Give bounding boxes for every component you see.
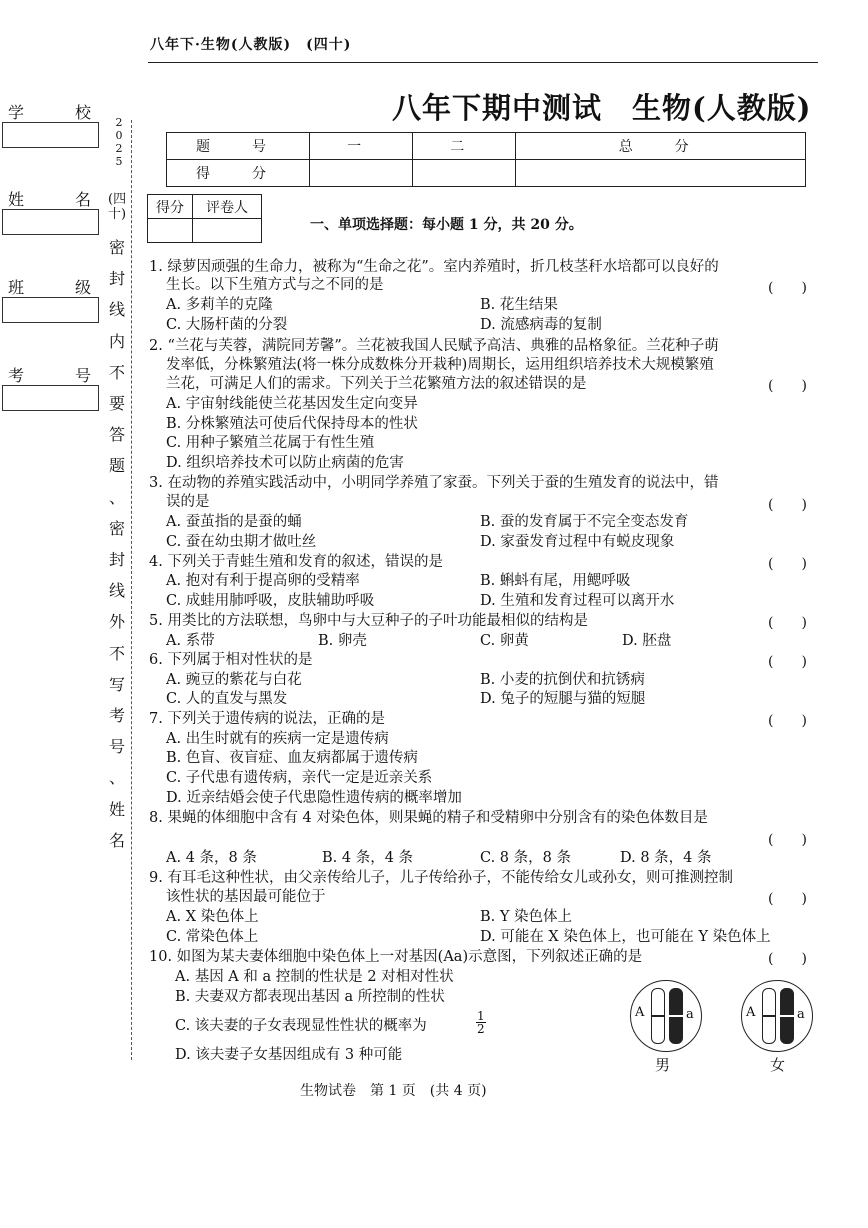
question-stem: 2. “兰花与芙蓉，满院同芳馨”。兰花被我国人民赋予高洁、典雅的品格象征。兰花种子萌 (149, 338, 719, 354)
paper-number: (四十) (108, 192, 127, 222)
question-line: B. 色盲、夜盲症、血友病都属于遗传病 (166, 750, 418, 766)
question-line: B. 4 条，4 条 (322, 850, 414, 866)
seal-char: 姓 (108, 799, 125, 819)
question-line: A. 基因 A 和 a 控制的性状是 2 对相对性状 (175, 969, 454, 985)
chromosome-light (762, 988, 776, 1044)
question-line: B. 小麦的抗倒伏和抗锈病 (480, 672, 645, 688)
question-line: A. 系带 (166, 633, 215, 649)
question-stem: 9. 有耳毛这种性状，由父亲传给儿子，儿子传给孙子，不能传给女儿或孙女，则可推测控制 (149, 870, 733, 886)
seal-char: 写 (108, 674, 125, 694)
male-label: 男 (655, 1056, 671, 1074)
seal-char: 、 (108, 487, 125, 507)
gene-a-label: a (686, 1007, 694, 1022)
question-line: A. 抱对有利于提高卵的受精率 (166, 573, 360, 589)
seal-char: 不 (108, 643, 125, 663)
seal-char: 不 (108, 362, 125, 382)
seal-char: 外 (108, 612, 125, 632)
question-line: C. 人的直发与黑发 (166, 691, 288, 707)
question-line: B. 夫妻双方都表现出基因 a 所控制的性状 (175, 989, 445, 1005)
question-line: D. 该夫妻子女基因组成有 3 种可能 (175, 1047, 403, 1063)
field-label: 校 (74, 103, 91, 122)
answer-blank[interactable]: ( ) (768, 280, 807, 296)
question-line: B. 蚕的发育属于不完全变态发育 (480, 514, 689, 530)
gene-A-label: A (635, 1005, 645, 1020)
seal-char: 线 (108, 300, 125, 320)
score-header-cell: 题 号 (167, 133, 310, 160)
seal-char: 答 (108, 425, 125, 445)
answer-blank[interactable]: ( ) (768, 497, 807, 513)
question-line: A. 出生时就有的疾病一定是遗传病 (166, 731, 389, 747)
question-line: 兰花，可满足人们的需求。下列关于兰花繁殖方法的叙述错误的是 (166, 376, 587, 392)
chromosome-dark (669, 988, 683, 1044)
class-input[interactable] (2, 298, 99, 323)
answer-blank[interactable]: ( ) (768, 951, 807, 967)
exam-no-input[interactable] (2, 386, 99, 411)
seal-char: 名 (108, 830, 125, 850)
school-input[interactable] (2, 123, 99, 148)
seal-dashed-line (131, 120, 132, 1060)
fraction-denominator: 2 (477, 1022, 485, 1036)
question-line: 该性状的基因最可能位于 (166, 889, 326, 905)
field-label: 号 (74, 366, 91, 385)
section-heading: 一、单项选择题：每小题 1 分，共 20 分。 (310, 217, 583, 233)
question-line: C. 卵黄 (480, 633, 529, 649)
header-rule (148, 62, 818, 63)
year-label: 2025 (115, 116, 123, 168)
question-stem: 5. 用类比的方法联想，鸟卵中与大豆种子的子叶功能最相似的结构是 (149, 613, 588, 629)
seal-char: 线 (108, 581, 125, 601)
question-line: 发率低，分株繁殖法(将一株分成数株分开栽种)周期长，运用组织培养技术大规模繁殖 (166, 357, 714, 373)
title-main: 八年下期中测试 (392, 91, 603, 125)
field-label: 姓 (8, 190, 25, 209)
field-label: 名 (74, 190, 91, 209)
question-line: C. 常染色体上 (166, 929, 259, 945)
question-line: C. 用种子繁殖兰花属于有性生殖 (166, 435, 375, 451)
fraction-numerator: 1 (477, 1009, 485, 1023)
question-line: D. 近亲结婚会使子代患隐性遗传病的概率增加 (166, 790, 462, 806)
question-line: C. 子代患有遗传病，亲代一定是近亲关系 (166, 770, 433, 786)
question-line: C. 大肠杆菌的分裂 (166, 317, 288, 333)
school-field[interactable] (2, 100, 99, 150)
seal-char: 号 (108, 737, 125, 757)
fraction-one-half (476, 1010, 486, 1035)
question-line: D. 组织培养技术可以防止病菌的危害 (166, 455, 404, 471)
seal-char: 密 (108, 518, 125, 538)
question-line: D. 可能在 X 染色体上，也可能在 Y 染色体上 (480, 929, 771, 945)
grader-label: 评卷人 (193, 195, 262, 219)
seal-char: 封 (108, 269, 125, 289)
running-header: 八年下·生物(人教版) (四十) (150, 37, 352, 53)
question-stem: 3. 在动物的养殖实践活动中，小明同学养殖了家蚕。下列关于蚕的生殖发育的说法中，错 (149, 475, 719, 491)
seal-char: 、 (108, 768, 125, 788)
seal-chars (108, 232, 126, 856)
female-label: 女 (770, 1056, 786, 1074)
question-stem: 8. 果蝇的体细胞中含有 4 对染色体，则果蝇的精子和受精卵中分别含有的染色体数目是 (149, 810, 708, 826)
question-line: D. 生殖和发育过程可以离开水 (480, 593, 675, 609)
seal-char: 要 (108, 394, 125, 414)
question-line: D. 家蚕发育过程中有蜕皮现象 (480, 534, 675, 550)
seal-char: 密 (108, 238, 125, 257)
question-line: B. Y 染色体上 (480, 909, 573, 925)
score-table (166, 132, 806, 187)
question-stem: 10. 如图为某夫妻体细胞中染色体上一对基因(Aa)示意图，下列叙述正确的是 (149, 949, 643, 965)
question-stem: 6. 下列属于相对性状的是 (149, 652, 313, 668)
score-header-cell: 二 (413, 133, 516, 160)
score-header-cell: 总 分 (516, 133, 806, 160)
seal-char: 题 (108, 456, 125, 476)
field-label: 级 (74, 278, 91, 297)
question-line: 生长。以下生殖方式与之不同的是 (166, 277, 384, 293)
chromosome-light (651, 988, 665, 1044)
question-stem: 4. 下列关于青蛙生殖和发育的叙述，错误的是 (149, 554, 443, 570)
question-line: C. 8 条，8 条 (480, 850, 571, 866)
question-line: B. 卵壳 (318, 633, 367, 649)
seal-char: 封 (108, 550, 125, 570)
grader-score-cell[interactable] (148, 219, 193, 243)
seal-char: 考 (108, 706, 125, 726)
answer-blank[interactable]: ( ) (768, 378, 807, 394)
question-line: C. 成蛙用肺呼吸，皮肤辅助呼吸 (166, 593, 375, 609)
seal-char: 内 (108, 331, 125, 351)
answer-blank[interactable]: ( ) (768, 891, 807, 907)
answer-blank[interactable]: ( ) (768, 556, 807, 572)
question-line: A. 豌豆的紫花与白花 (166, 672, 302, 688)
answer-blank[interactable]: ( ) (768, 654, 807, 670)
question-line: 误的是 (166, 494, 210, 510)
score-header-cell: 一 (310, 133, 413, 160)
male-cell-diagram (630, 980, 702, 1052)
question-line: B. 分株繁殖法可使后代保持母本的性状 (166, 416, 418, 432)
question-stem: 1. 绿萝因顽强的生命力，被称为“生命之花”。室内养殖时，折几枝茎秆水培都可以良好的 (149, 259, 719, 275)
question-line: A. 4 条，8 条 (166, 850, 257, 866)
question-line: C. 该夫妻的子女表现显性性状的概率为 (175, 1018, 427, 1034)
page-footer: 生物试卷 第 1 页 (共 4 页) (300, 1083, 487, 1099)
field-label: 班 (8, 278, 25, 297)
question-line: A. 多莉羊的克隆 (166, 297, 273, 313)
female-cell-diagram (741, 980, 813, 1052)
question-line: D. 流感病毒的复制 (480, 317, 602, 333)
field-label: 学 (8, 103, 25, 122)
answer-blank[interactable]: ( ) (768, 615, 807, 631)
answer-blank[interactable]: ( ) (768, 832, 807, 848)
score-row-label: 得 分 (167, 160, 310, 187)
grader-name-cell[interactable] (193, 219, 262, 243)
title-subject: 生物(人教版) (632, 91, 812, 125)
page-title (392, 86, 811, 127)
grader-score-label: 得分 (148, 195, 193, 219)
name-field[interactable] (2, 187, 99, 237)
score-cell[interactable] (310, 160, 413, 187)
seal-line-text (108, 192, 126, 856)
question-line: B. 花生结果 (480, 297, 558, 313)
question-line: B. 蝌蚪有尾，用鳃呼吸 (480, 573, 631, 589)
question-line: D. 兔子的短腿与猫的短腿 (480, 691, 646, 707)
name-input[interactable] (2, 210, 99, 235)
grader-box (147, 194, 262, 243)
question-line: A. 宇宙射线能使兰花基因发生定向变异 (166, 396, 418, 412)
class-field[interactable] (2, 275, 99, 325)
field-label: 考 (8, 366, 25, 385)
exam-no-field[interactable] (2, 363, 99, 413)
question-line: A. X 染色体上 (166, 909, 259, 925)
score-cell[interactable] (516, 160, 806, 187)
question-line: D. 8 条，4 条 (620, 850, 712, 866)
answer-blank[interactable]: ( ) (768, 713, 807, 729)
question-line: D. 胚盘 (622, 633, 672, 649)
question-line: C. 蚕在幼虫期才做吐丝 (166, 534, 317, 550)
chromosome-dark (780, 988, 794, 1044)
gene-a-label: a (797, 1007, 805, 1022)
score-cell[interactable] (413, 160, 516, 187)
question-stem: 7. 下列关于遗传病的说法，正确的是 (149, 711, 385, 727)
gene-A-label: A (746, 1005, 756, 1020)
question-line: A. 蚕茧指的是蚕的蛹 (166, 514, 302, 530)
